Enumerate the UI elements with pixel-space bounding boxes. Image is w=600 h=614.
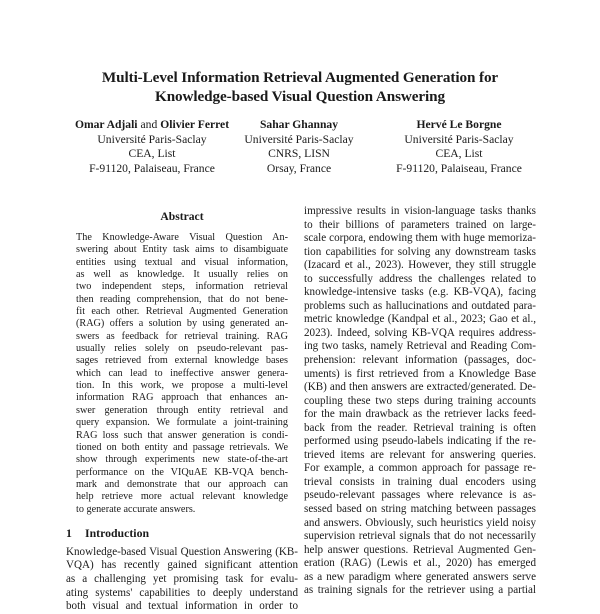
- author-names: [64, 118, 240, 133]
- affiliation-line: Université Paris-Saclay: [404, 132, 514, 146]
- author-name: Omar Adjali: [74, 118, 138, 131]
- abstract-line: mark and demonstrate that our approach can: [76, 478, 288, 490]
- affiliation-line: Université Paris-Saclay: [244, 132, 354, 146]
- abstract-line: to generate accurate answers.: [76, 503, 196, 515]
- body-line: performed using pseudo-labels indicating if the re-: [304, 435, 536, 448]
- body-line: uments) is first retrieved from a Knowledge Base: [304, 367, 536, 380]
- body-line: 2023). Indeed, solving KB-VQA requires address-: [304, 326, 536, 339]
- author-conjunction: and: [140, 118, 158, 131]
- abstract-line: fit each other. Retrieval Augmented Generation: [76, 306, 288, 318]
- affiliation-line: Orsay, France: [266, 161, 332, 175]
- abstract-line: The Knowledge-Aware Visual Question An-: [76, 232, 288, 243]
- affiliation-line: CEA, List: [128, 147, 176, 161]
- left-column: [66, 210, 298, 614]
- abstract-line: then reading comprehension, that do not bene-: [76, 293, 288, 305]
- affiliation-line: Université Paris-Saclay: [97, 132, 207, 146]
- author-name: Hervé Le Borgne: [416, 118, 502, 131]
- body-line: to their billions of parameters trained on large-: [304, 218, 536, 231]
- body-line: coupling these two steps during training accounts: [304, 394, 536, 407]
- body-line: VQA) has recently gained significant attention: [66, 559, 298, 572]
- affiliation-line: CEA, List: [435, 147, 483, 161]
- section-number: 1: [66, 525, 72, 540]
- title-line: Multi-Level Information Retrieval Augmented Generation for: [101, 69, 499, 86]
- abstract-line: query expansion. We formulate a joint-training: [76, 417, 288, 429]
- body-line: (KB) and then answers are extracted/generated. De-: [304, 381, 536, 394]
- affiliation-line: F-91120, Palaiseau, France: [89, 161, 215, 175]
- body-line: trieved items are relevant for answering queries.: [304, 448, 536, 461]
- right-column: [304, 205, 536, 598]
- body-line: pseudo-relevant passages where relevance is as-: [304, 489, 536, 502]
- body-line: scale corpora, endowing them with huge memoriza-: [304, 232, 536, 245]
- abstract-line: two independent steps, information retrieval: [76, 281, 288, 293]
- body-line: as a new paradigm where generated answers serve: [304, 570, 536, 583]
- author-block: [64, 118, 240, 176]
- body-line: prehension: relevant information (passages, doc-: [304, 354, 536, 367]
- body-line: For example, a common approach for passage re-: [304, 462, 536, 475]
- author-name: Sahar Ghannay: [259, 118, 339, 131]
- body-line: problems such as hallucinations and outdated para-: [304, 299, 536, 312]
- body-line: ing two tasks, namely Retrieval and Reading Com-: [304, 340, 536, 353]
- body-line: to successfully address the challenges related to: [304, 272, 536, 285]
- abstract-line: tion. In this work, we propose a multi-level: [76, 380, 288, 392]
- author-block: [382, 118, 536, 176]
- abstract-body: [66, 232, 298, 516]
- body-line: eration (RAG) (Lewis et al., 2020) has emerged: [304, 557, 536, 570]
- body-line: impressive results in vision-language tasks thanks: [304, 205, 536, 217]
- abstract-line: sages retrieved from external knowledge bases: [76, 355, 288, 367]
- section-heading-introduction: [66, 526, 298, 540]
- abstract-line: tioned on both entity and passage retrievals. We: [76, 441, 288, 453]
- paper-title: [0, 68, 600, 106]
- body-line: ating systems' capabilities to deeply understand: [66, 586, 298, 599]
- abstract-line: help retrieve more actual relevant knowledge: [76, 491, 288, 503]
- body-line: help answer questions. Retrieval Augmented Gen-: [304, 543, 536, 556]
- body-line: supervision retrieval signals that do not necessarily: [304, 530, 536, 543]
- abstract-line: show through experiments new state-of-the-art: [76, 454, 288, 466]
- body-line: knowledge-intensive tasks (e.g. KB-VQA), facing: [304, 286, 536, 299]
- body-line: as a challenging yet promising task for evalu-: [66, 573, 298, 585]
- abstract-line: which can lead to ineffective answer genera-: [76, 367, 288, 379]
- body-line: sessed based on string matching between passages: [304, 503, 536, 516]
- affiliation-line: CNRS, LISN: [268, 147, 330, 161]
- body-line: (Izacard et al., 2023). However, they still struggle: [304, 259, 536, 272]
- author-list: [60, 118, 540, 180]
- body-line: for the main drawback as the retriever lacks feed-: [304, 408, 536, 421]
- author-name: Olivier Ferret: [160, 118, 230, 131]
- abstract-line: (RAG) offers a solution by using generated an-: [76, 318, 288, 330]
- abstract-line: RAG loss such that answer generation is condi-: [76, 429, 288, 441]
- affiliation-line: F-91120, Palaiseau, France: [396, 161, 522, 175]
- body-line: back from the reader. Retrieval training is often: [304, 421, 536, 434]
- abstract-line: swering about Entity task aims to disambiguate: [76, 244, 288, 256]
- body-line: metric knowledge (Kandpal et al., 2023; Gao et al.,: [304, 313, 536, 326]
- abstract-heading: Abstract: [160, 210, 204, 223]
- abstract-line: swers as feedback for retrieval training. RAG: [76, 330, 288, 342]
- body-line: tion capabilities for solving any downstream tasks: [304, 245, 536, 258]
- body-line: as training signals for the retriever using a partial: [304, 584, 536, 597]
- abstract-line: entities using textual and visual information,: [76, 256, 288, 268]
- body-line: and answers. Obviously, such heuristics yield noisy: [304, 516, 536, 529]
- abstract-line: usually relies solely on pseudo-relevant pas-: [76, 343, 288, 355]
- abstract-line: performance on the VIQuAE KB-VQA bench-: [76, 466, 288, 478]
- body-line: both visual and textual information in order to: [66, 600, 298, 613]
- section-title: Introduction: [85, 525, 150, 540]
- body-line: trieval consists in training dual encoders using: [304, 475, 536, 488]
- title-line: Knowledge-based Visual Question Answering: [155, 88, 445, 105]
- introduction-body-left: [66, 546, 298, 614]
- abstract-line: as well as knowledge. It usually relies on: [76, 269, 288, 281]
- abstract-line: information RAG approach that enhances an-: [76, 392, 288, 404]
- body-line: Knowledge-based Visual Question Answering (KB-: [66, 545, 298, 558]
- abstract-line: swer generation through entity retrieval and: [76, 404, 288, 416]
- author-block: [240, 118, 358, 176]
